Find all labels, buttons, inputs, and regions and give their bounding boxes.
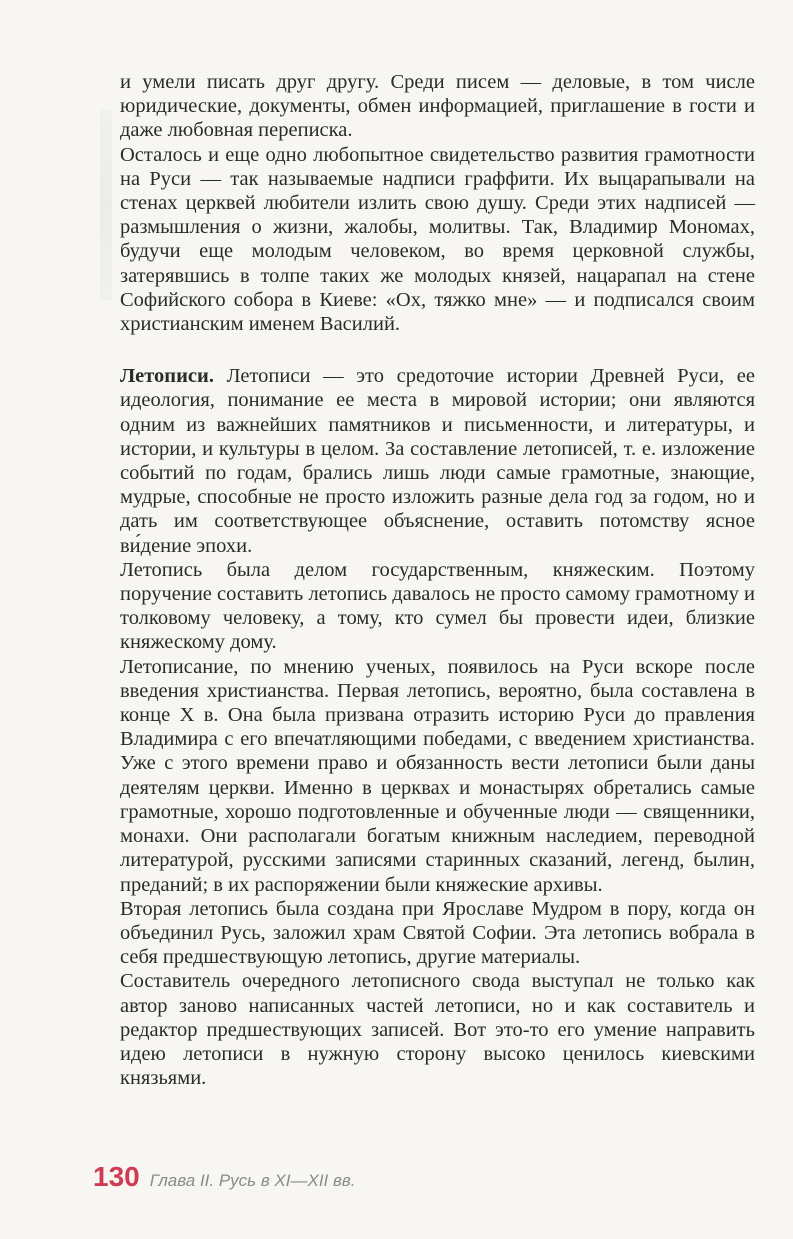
page-body [120, 70, 755, 1090]
section-paragraph-1-text: Летописи — это средоточие истории Древней Руси, ее идеология, понимание ее места в мировой истории; они являются одним из важнейших памятников и письменности, и литературы, и истории, и культуры в целом. За составление летописей, т. е. изложение событий по годам, брались лишь люди самые грамотные, знающие, мудрые, способные не просто изложить разные дела год за годом, но и дать им соответствующее объяснение, оставить потомству ясное ви́дение эпохи. [120, 365, 755, 557]
chapter-title: Глава II. Русь в XI—XII вв. [149, 1171, 356, 1190]
section-paragraph-2: Летопись была делом государственным, княжеским. Поэтому поручение составить летопись давалось не просто самому грамотному и толковому человеку, а тому, кто сумел бы провести идеи, близкие княжескому дому. [120, 558, 755, 654]
intro-paragraph-1: и умели писать друг другу. Среди писем — деловые, в том числе юридические, документы, обмен информацией, приглашение в гости и даже любовная переписка. [120, 71, 755, 142]
intro-paragraph-2: Осталось и еще одно любопытное свидетельство развития грамотности на Руси — так называемые надписи граффити. Их выцарапывали на стенах церквей любители излить свою душу. Среди этих надписей — размышления о жизни, жалобы, молитвы. Так, Владимир Мономах, будучи еще молодым человеком, во время церковной службы, затерявшись в толпе таких же молодых князей, нацарапал на стене Софийского собора в Киеве: «Ох, тяжко мне» — и подписался своим христианским именем Василий. [120, 143, 755, 336]
section-heading: Летописи. [120, 365, 214, 388]
section-paragraph-1 [120, 364, 755, 558]
section-chronicles [120, 364, 755, 1090]
section-paragraph-3: Летописание, по мнению ученых, появилось на Руси вскоре после введения христианства. Первая летопись, вероятно, была составлена в конце X в. Она была призвана отразить историю Руси до правления Владимира с его впечатляющими победами, с введением христианства. Уже с этого времени право и обязанность вести летописи были даны деятелям церкви. Именно в церквах и монастырях обретались самые грамотные, хорошо подготовленные и обученные люди — священники, монахи. Они располагали богатым книжным наследием, переводной литературой, русскими записями старинных сказаний, легенд, былин, преданий; в их распоряжении были княжеские архивы. [120, 655, 755, 896]
page-footer [93, 1161, 355, 1193]
section-paragraph-4: Вторая летопись была создана при Ярославе Мудром в пору, когда он объединил Русь, заложил храм Святой Софии. Эта летопись вобрала в себя предшествующую летопись, другие материалы. [120, 897, 755, 969]
page-number: 130 [93, 1161, 140, 1192]
section-paragraph-5: Составитель очередного летописного свода выступал не только как автор заново написанных частей летописи, но и как составитель и редактор предшествующих записей. Вот это-то его умение направить идею летописи в нужную сторону высоко ценилось киевскими князьями. [120, 970, 755, 1090]
margin-highlight-strip [100, 110, 112, 300]
